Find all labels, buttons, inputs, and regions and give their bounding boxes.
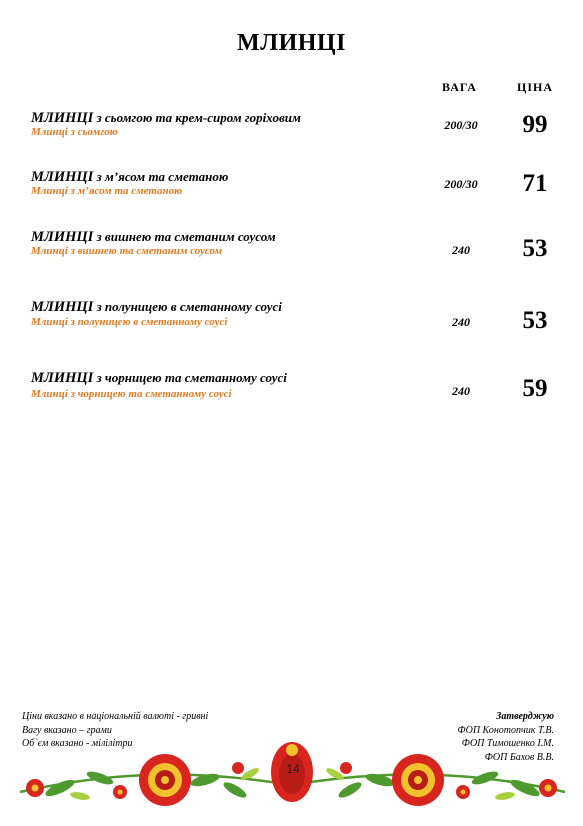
flower-left [139, 754, 191, 806]
menu-item-name-main: МЛИНЦІ [31, 169, 94, 185]
approver: ФОП Бахов В.В. [484, 751, 554, 763]
menu-item-name [31, 229, 276, 246]
menu-item-name [31, 169, 228, 186]
menu-item-name-rest: з м’ясом та сметаною [93, 169, 229, 184]
menu-item-price: 71 [522, 170, 548, 197]
note-weight: Вагу вказано – грами [22, 724, 112, 736]
menu-item-name-rest: з чорницею та сметанному соусі [93, 370, 287, 385]
menu-item-name-rest: з вишнею та сметаним соусом [93, 229, 276, 244]
menu-item-subtitle: Млинці з полуницею в сметанному соусі [31, 316, 228, 328]
approver: ФОП Конотопчик Т.В. [457, 724, 554, 736]
menu-item-name-rest: з сьомгою та крем-сиром горіховим [93, 110, 301, 125]
menu-item-price: 53 [522, 307, 548, 334]
menu-item-name-main: МЛИНЦІ [31, 110, 94, 126]
menu-item-name [31, 299, 282, 316]
page-number: 14 [286, 762, 300, 776]
menu-item-name-main: МЛИНЦІ [31, 299, 94, 315]
menu-item-weight: 240 [452, 384, 470, 398]
column-header-weight: ВАГА [442, 80, 477, 94]
footer-approval [457, 710, 554, 764]
menu-item-name [31, 370, 287, 387]
menu-item-subtitle: Млинці з м’ясом та сметаною [31, 185, 183, 197]
note-volume: Об`єм вказано - мілілітри [22, 738, 133, 749]
column-header-price: ЦІНА [517, 80, 554, 94]
menu-item [31, 370, 571, 410]
flower-right [392, 754, 444, 806]
approved-label: Затверджую [496, 711, 554, 722]
menu-item [31, 229, 571, 269]
menu-item [31, 299, 571, 339]
menu-item-weight: 200/30 [444, 177, 478, 191]
menu-item-weight: 240 [452, 243, 470, 257]
menu-item-subtitle: Млинці з сьомгою [31, 126, 118, 138]
footer-notes [22, 710, 208, 751]
menu-item-weight: 200/30 [444, 118, 478, 132]
menu-item-name-main: МЛИНЦІ [31, 229, 94, 245]
page-title: МЛИНЦІ [237, 30, 346, 56]
approver: ФОП Тимошенко І.М. [461, 738, 554, 749]
note-currency: Ціни вказано в національній валюті - гривні [22, 711, 209, 722]
menu-item-subtitle: Млинці з вишнею та сметаним соусом [31, 245, 223, 257]
menu-item-subtitle: Млинці з чорницею та сметанному соусі [31, 388, 232, 400]
menu-item-price: 99 [522, 111, 548, 138]
menu-item-name [31, 110, 301, 127]
menu-item-price: 59 [522, 375, 548, 402]
menu-item-name-main: МЛИНЦІ [31, 370, 94, 386]
menu-item-name-rest: з полуницею в сметанному соусі [93, 299, 282, 314]
menu-item-weight: 240 [452, 315, 470, 329]
menu-item-price: 53 [522, 235, 548, 262]
menu-item [31, 110, 571, 150]
menu-item [31, 169, 571, 209]
